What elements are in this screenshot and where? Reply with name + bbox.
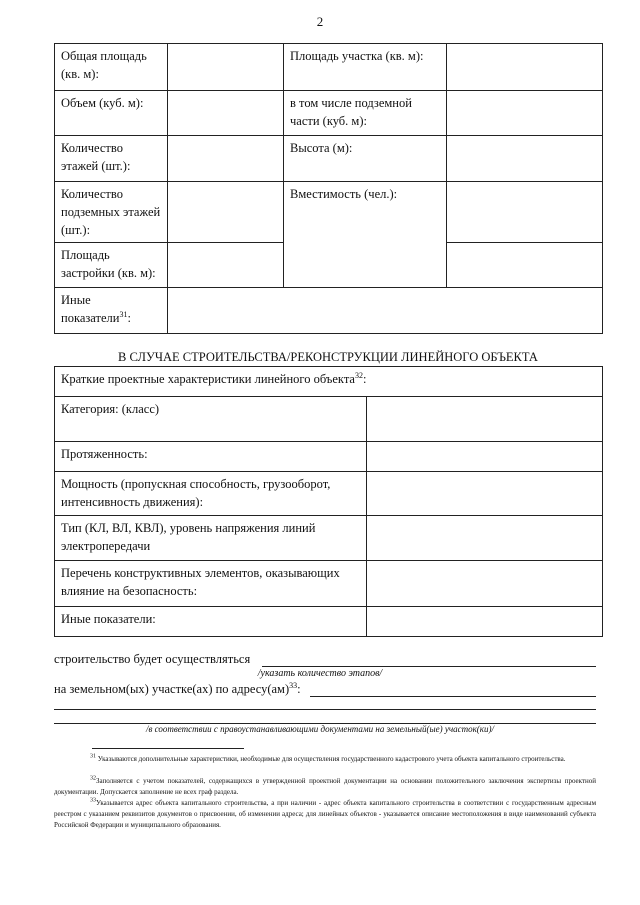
address-label: на земельном(ых) участке(ах) по адресу(ам)$^{33}$: <box>54 680 301 696</box>
input-built-area[interactable] <box>168 243 284 288</box>
label-other-indicators: Иные показатели$^{31}$: <box>55 288 168 334</box>
page-number: 2 <box>316 14 324 29</box>
address-input-line-2[interactable] <box>54 709 596 710</box>
stages-input-line[interactable] <box>262 666 596 667</box>
label-plot-area: Площадь участка (кв. м): <box>284 44 447 91</box>
input-length[interactable] <box>367 442 603 472</box>
stages-hint: /указать количество этапов/ <box>257 668 383 679</box>
input-other-linear[interactable] <box>367 607 603 637</box>
footnote-32: $^{32}$Заполняется с учетом показателей, содержащихся в утвержденной проектной документации на основании положительного заключения экспертизы проектной документации. Допускается заполнение не всех граф раздела. <box>54 775 596 796</box>
input-structural-elements[interactable] <box>367 561 603 607</box>
label-linear-brief: Краткие проектные характеристики линейного объекта$^{32}$: <box>55 367 603 397</box>
input-underground-floors[interactable] <box>168 182 284 243</box>
label-underground-floors: Количество подземных этажей (шт.): <box>55 182 168 243</box>
label-capacity: Вместимость (чел.): <box>284 182 447 288</box>
footnote-33: $^{33}$Указывается адрес объекта капитального строительства, а при наличии - адрес объекта капитального строительства в соответствии с государственным адресным реестром с указанием реквизитов документов о присвоении, об изменении адреса; для линейных объектов - указывается описание местоположения в виде наименований субъекта Российской Федерации и муниципального образования. <box>54 797 596 829</box>
linear-object-heading: В СЛУЧАЕ СТРОИТЕЛЬСТВА/РЕКОНСТРУКЦИИ ЛИНЕЙНОГО ОБЪЕКТА <box>118 350 538 364</box>
footnote-31: $^{31}$ Указываются дополнительные характеристики, необходимые для осуществления государственного кадастрового учета объекта капитального строительства. <box>90 753 566 763</box>
label-other-linear: Иные показатели: <box>55 607 367 637</box>
stages-label: строительство будет осуществляться <box>54 652 251 666</box>
footnote-separator <box>92 748 244 749</box>
input-floors[interactable] <box>168 136 284 182</box>
building-characteristics-table <box>54 43 603 334</box>
input-line-type[interactable] <box>367 516 603 561</box>
input-other-indicators[interactable] <box>168 288 603 334</box>
label-power: Мощность (пропускная способность, грузооборот, интенсивность движения): <box>55 472 367 516</box>
label-line-type: Тип (КЛ, ВЛ, КВЛ), уровень напряжения линий электропередачи <box>55 516 367 561</box>
input-plot-area[interactable] <box>447 44 603 91</box>
label-height: Высота (м): <box>284 136 447 182</box>
input-power[interactable] <box>367 472 603 516</box>
input-total-area[interactable] <box>168 44 284 91</box>
input-category[interactable] <box>367 397 603 442</box>
address-hint: /в соответствии с правоустанавливающими документами на земельный(ые) участок(ки)/ <box>145 724 495 734</box>
input-underground-volume[interactable] <box>447 91 603 136</box>
footnote-ref-32: 32 <box>354 370 363 380</box>
label-total-area: Общая площадь (кв. м): <box>55 44 168 91</box>
address-input-line-1[interactable] <box>310 696 596 697</box>
footnote-ref-33: 33 <box>289 680 298 690</box>
label-underground-volume: в том числе подземной части (куб. м): <box>284 91 447 136</box>
empty-cell <box>447 243 603 288</box>
label-built-area: Площадь застройки (кв. м): <box>55 243 168 288</box>
label-volume: Объем (куб. м): <box>55 91 168 136</box>
input-volume[interactable] <box>168 91 284 136</box>
linear-object-table <box>54 366 603 637</box>
input-capacity[interactable] <box>447 182 603 243</box>
label-floors: Количество этажей (шт.): <box>55 136 168 182</box>
input-height[interactable] <box>447 136 603 182</box>
label-length: Протяженность: <box>55 442 367 472</box>
footnote-ref-31: 31 <box>119 309 128 319</box>
label-category: Категория: (класс) <box>55 397 367 442</box>
label-structural-elements: Перечень конструктивных элементов, оказывающих влияние на безопасность: <box>55 561 367 607</box>
